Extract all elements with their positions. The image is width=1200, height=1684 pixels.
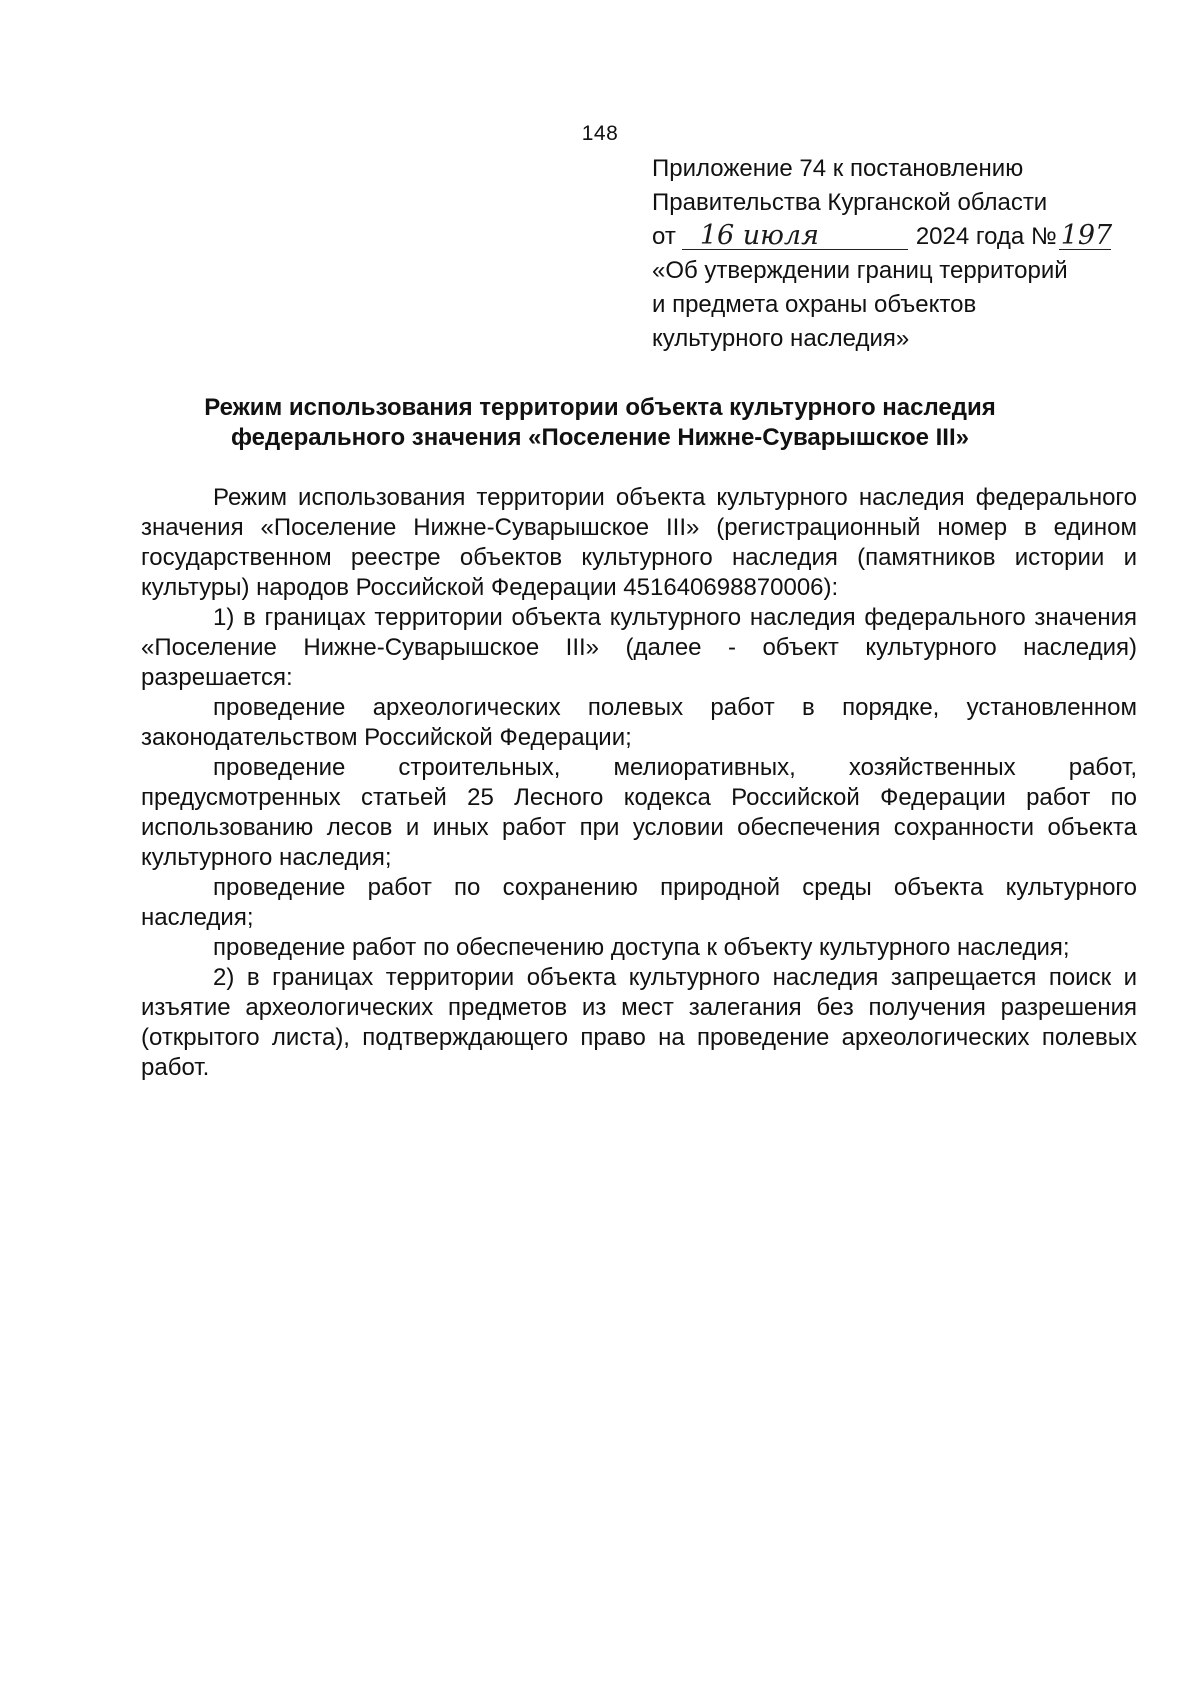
- appendix-line-4: «Об утверждении границ территорий: [652, 257, 1068, 284]
- title-line-1: Режим использования территории объекта культурного наследия: [204, 394, 996, 421]
- appendix-date-line: [652, 220, 1152, 254]
- handwritten-date: 16 июля: [682, 223, 908, 250]
- paragraph-permitted: 1) в границах территории объекта культурного наследия федерального значения «Поселение Нижне-Суварышское III» (далее - объект культурного наследия) разрешается:: [141, 604, 1137, 691]
- title-line-2: федерального значения «Поселение Нижне-Суварышское III»: [231, 424, 969, 451]
- paragraph-prohibited: 2) в границах территории объекта культурного наследия запрещается поиск и изъятие археологических предметов из мест залегания без получения разрешения (открытого листа), подтверждающего право на проведение археологических полевых работ.: [141, 964, 1137, 1081]
- from-label: от: [652, 223, 676, 250]
- appendix-line-1: Приложение 74 к постановлению: [652, 155, 1024, 182]
- handwritten-number: 197: [1060, 220, 1113, 251]
- paragraph-item: проведение археологических полевых работ в порядке, установленном законодательством Российской Федерации;: [141, 694, 1137, 751]
- page-number: 148: [581, 122, 619, 145]
- paragraph-item: проведение работ по сохранению природной среды объекта культурного наследия;: [141, 874, 1137, 931]
- document-body: [141, 483, 1137, 1083]
- paragraph-item: проведение строительных, мелиоративных, хозяйственных работ, предусмотренных статьей 25 Лесного кодекса Российской Федерации работ по использованию лесов и иных работ при условии обеспечения сохранности объекта культурного наследия;: [141, 754, 1137, 871]
- appendix-line-5: и предмета охраны объектов: [652, 291, 977, 318]
- paragraph-item: проведение работ по обеспечению доступа к объекту культурного наследия;: [213, 934, 1070, 961]
- appendix-line-2: Правительства Курганской области: [652, 189, 1048, 216]
- document-title: [0, 393, 1200, 453]
- year-text: 2024 года №: [915, 223, 1057, 250]
- paragraph-intro: Режим использования территории объекта культурного наследия федерального значения «Поселение Нижне-Суварышское III» (регистрационный номер в едином государственном реестре объектов культурного наследия (памятников истории и культуры) народов Российской Федерации 451640698870006):: [141, 484, 1137, 601]
- appendix-header: [652, 152, 1152, 356]
- appendix-line-6: культурного наследия»: [652, 325, 910, 352]
